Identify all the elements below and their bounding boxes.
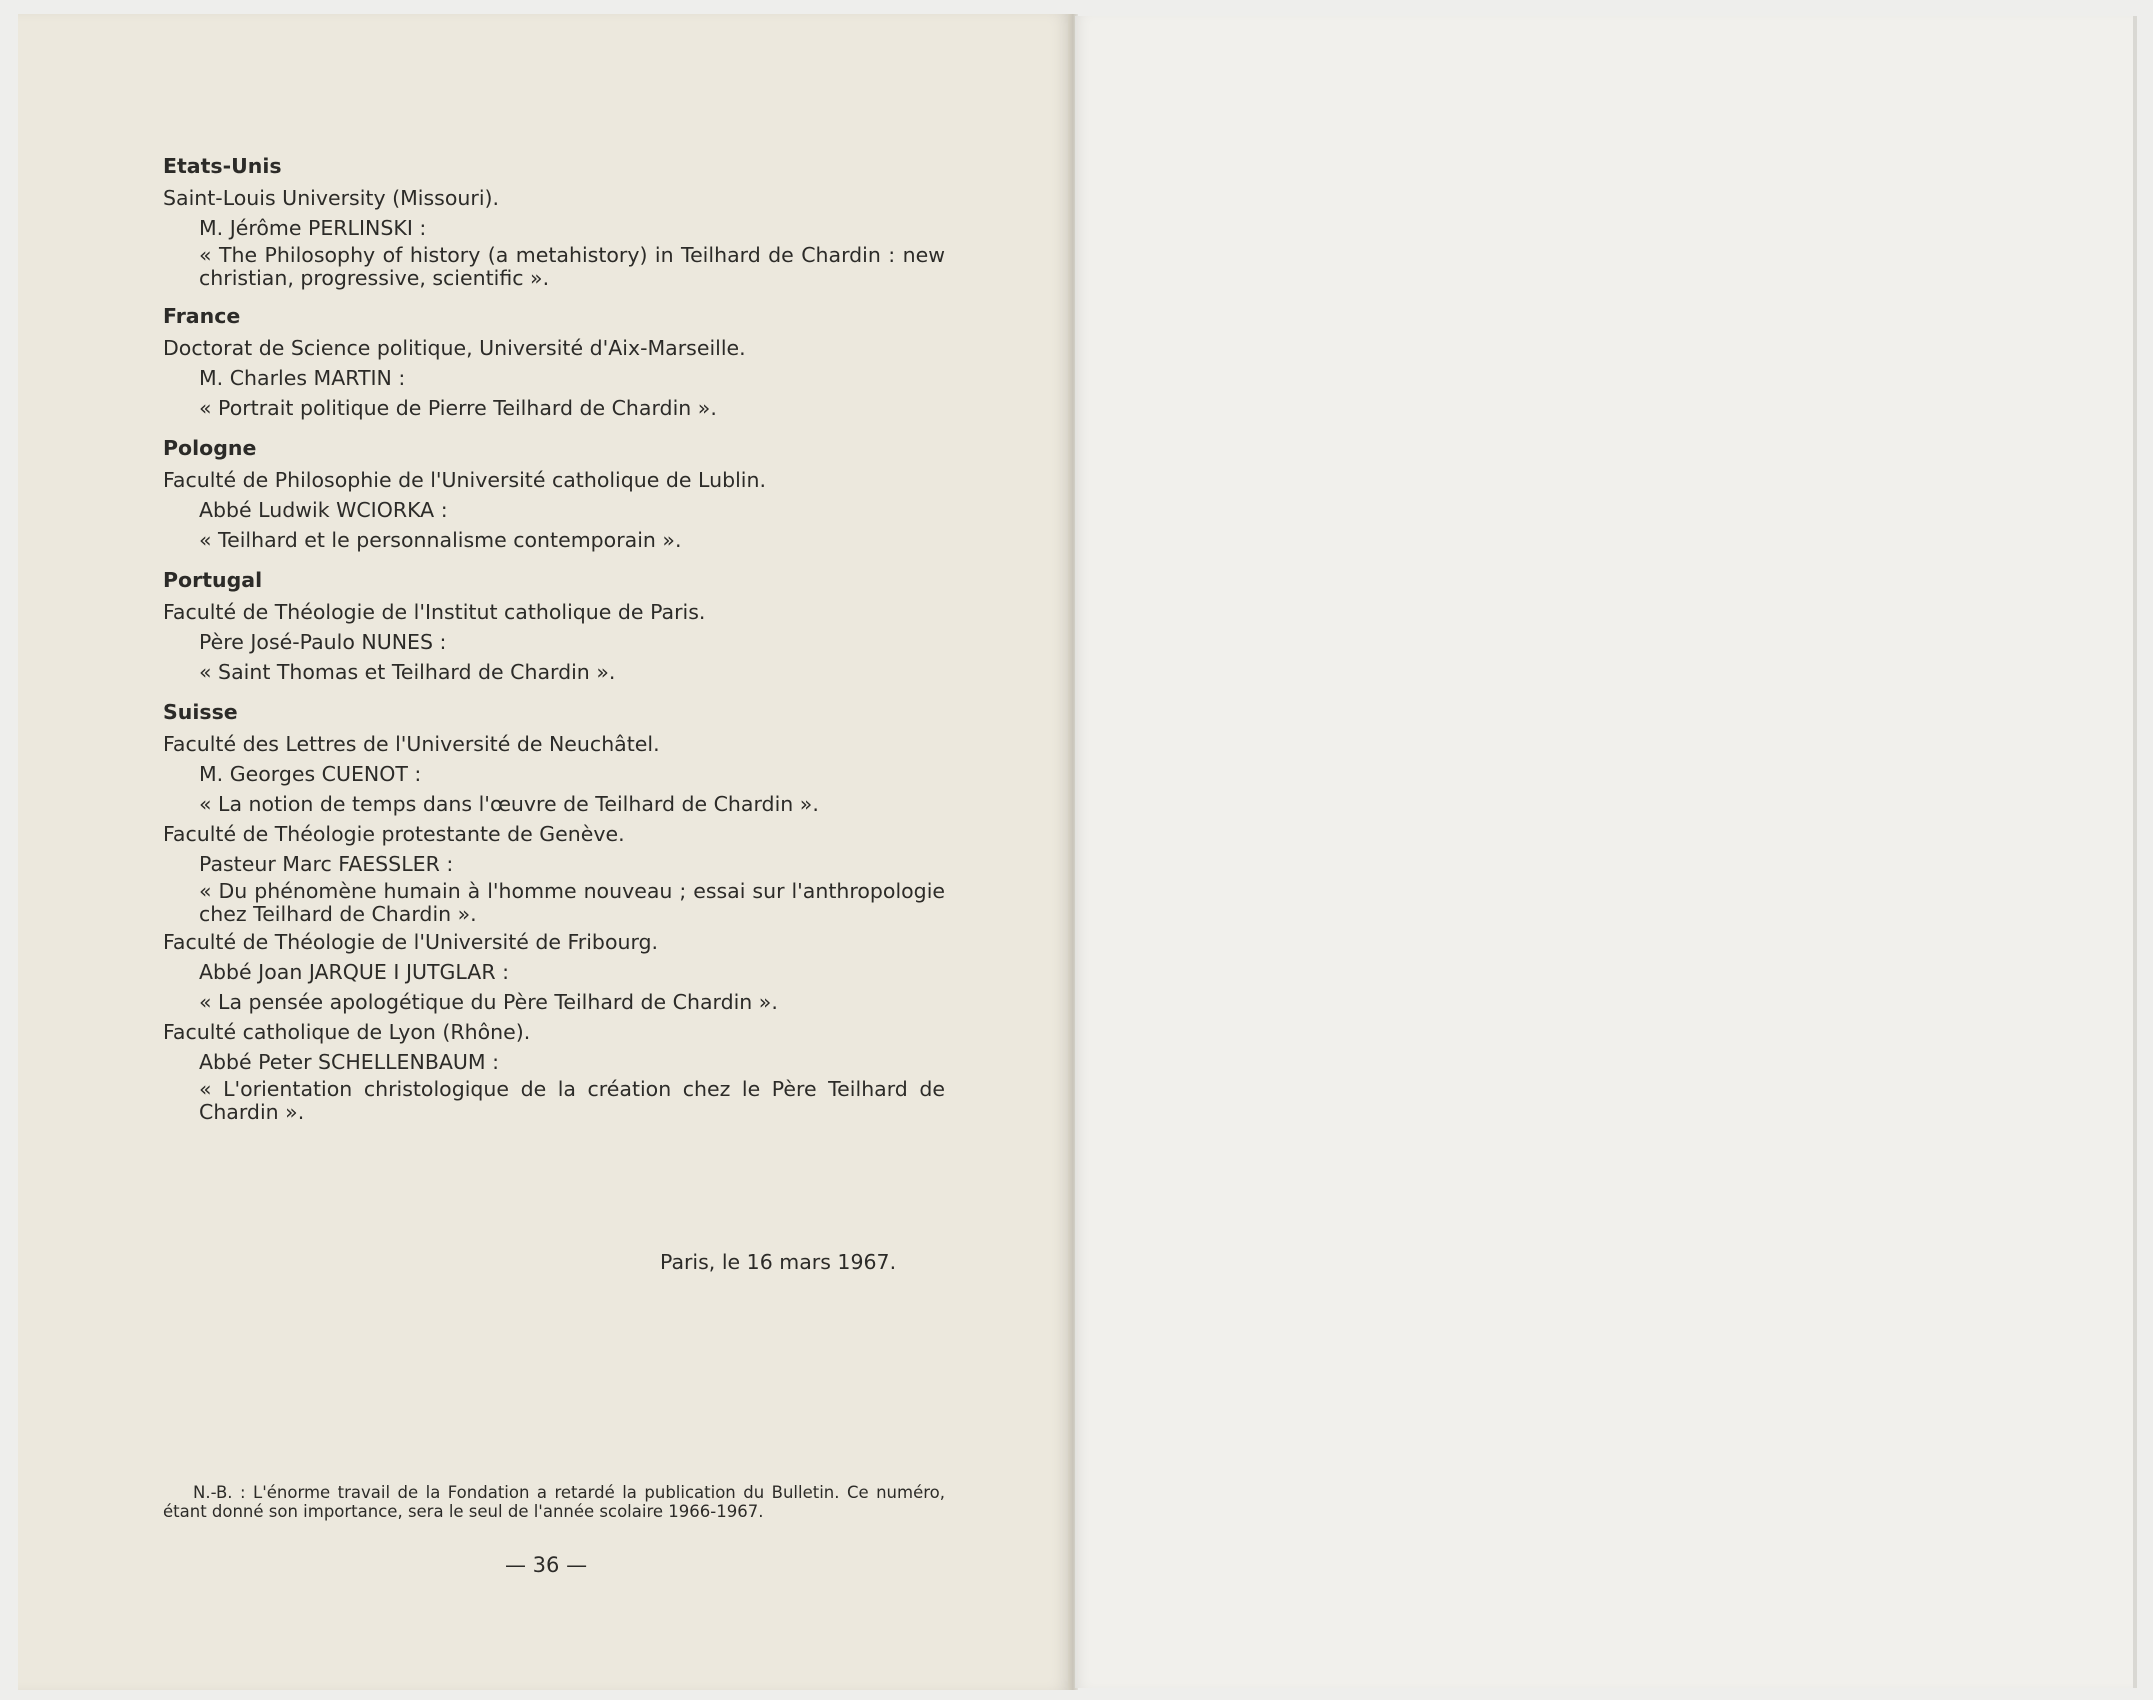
country-heading: France [163,304,241,328]
institution: Faculté de Théologie protestante de Genève. [163,822,625,846]
country-heading: Suisse [163,700,238,724]
thesis-title: « La pensée apologétique du Père Teilhard de Chardin ». [199,990,778,1014]
person-name: Pasteur Marc FAESSLER : [199,852,454,876]
person-name: Père José-Paulo NUNES : [199,630,447,654]
institution: Saint-Louis University (Missouri). [163,186,500,210]
footnote: N.-B. : L'énorme travail de la Fondation a retardé la publication du Bulletin. Ce numéro, étant donné son importance, sera le seul de l'année scolaire 1966-1967. [163,1483,945,1521]
person-name: Abbé Peter SCHELLENBAUM : [199,1050,500,1074]
date-line: Paris, le 16 mars 1967. [660,1250,897,1274]
thesis-title: « Teilhard et le personnalisme contemporain ». [199,528,682,552]
institution: Faculté de Philosophie de l'Université catholique de Lublin. [163,468,766,492]
thesis-title: « Portrait politique de Pierre Teilhard de Chardin ». [199,396,717,420]
person-name: M. Georges CUENOT : [199,762,422,786]
person-name: M. Charles MARTIN : [199,366,406,390]
institution: Faculté de Théologie de l'Institut catholique de Paris. [163,600,706,624]
right-page-blank [1075,16,2135,1688]
institution: Doctorat de Science politique, Université d'Aix-Marseille. [163,336,746,360]
right-page-edge [2133,16,2137,1688]
institution: Faculté des Lettres de l'Université de Neuchâtel. [163,732,660,756]
thesis-title: « Du phénomène humain à l'homme nouveau ; essai sur l'anthropologie chez Teilhard de Chardin ». [199,879,945,926]
thesis-title: « The Philosophy of history (a metahistory) in Teilhard de Chardin : new christian, progressive, scientific ». [199,243,945,290]
institution: Faculté de Théologie de l'Université de Fribourg. [163,930,659,954]
person-name: M. Jérôme PERLINSKI : [199,216,427,240]
person-name: Abbé Ludwik WCIORKA : [199,498,448,522]
thesis-title: « La notion de temps dans l'œuvre de Teilhard de Chardin ». [199,792,819,816]
thesis-list [163,152,945,1126]
person-name: Abbé Joan JARQUE I JUTGLAR : [199,960,510,984]
country-heading: Etats-Unis [163,154,282,178]
country-heading: Pologne [163,436,257,460]
page-number: — 36 — [505,1553,588,1577]
thesis-title: « L'orientation christologique de la création chez le Père Teilhard de Chardin ». [199,1077,945,1124]
country-heading: Portugal [163,568,263,592]
institution: Faculté catholique de Lyon (Rhône). [163,1020,531,1044]
thesis-title: « Saint Thomas et Teilhard de Chardin ». [199,660,616,684]
